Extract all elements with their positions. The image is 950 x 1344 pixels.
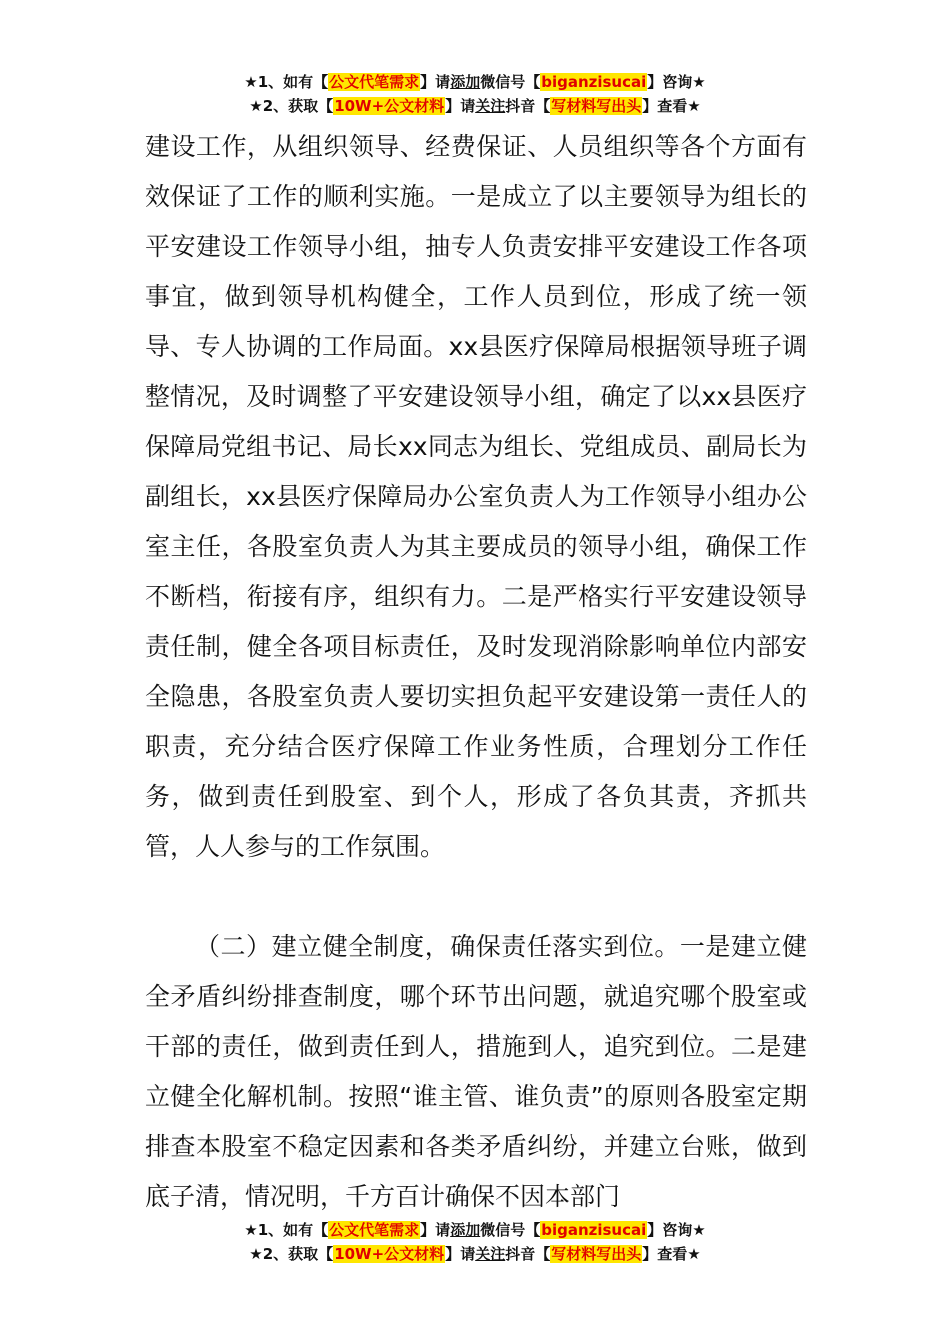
banner-line-1	[0, 70, 950, 94]
banner-underline: 关注	[475, 97, 506, 115]
banner-text: 】请	[445, 1245, 476, 1263]
banner-text: 】请	[420, 1221, 451, 1239]
banner-highlight: biganzisucai	[541, 1221, 647, 1239]
banner-text: ★2、获取【	[249, 1245, 334, 1263]
banner-text: 】请	[445, 97, 476, 115]
banner-highlight: 写材料写出头	[551, 1245, 642, 1263]
banner-underline: 添加	[450, 73, 481, 91]
footer-banner	[0, 1218, 950, 1266]
banner-text: ★2、获取【	[249, 97, 334, 115]
banner-highlight: biganzisucai	[541, 73, 647, 91]
banner-text: 微信号【	[480, 1221, 541, 1239]
banner-text: 抖音【	[505, 97, 551, 115]
banner-text: 】咨询★	[647, 73, 706, 91]
banner-highlight: 10W+公文材料	[334, 97, 445, 115]
banner-text: ★1、如有【	[244, 73, 329, 91]
banner-text: ★1、如有【	[244, 1221, 329, 1239]
banner-text: 抖音【	[505, 1245, 551, 1263]
document-body	[145, 122, 807, 1222]
banner-highlight: 10W+公文材料	[334, 1245, 445, 1263]
banner-line-1	[0, 1218, 950, 1242]
banner-text: 】查看★	[642, 1245, 701, 1263]
banner-text: 】查看★	[642, 97, 701, 115]
header-banner	[0, 70, 950, 118]
banner-text: 】请	[420, 73, 451, 91]
banner-text: 微信号【	[480, 73, 541, 91]
banner-highlight: 公文代笔需求	[329, 73, 420, 91]
banner-text: 】咨询★	[647, 1221, 706, 1239]
banner-highlight: 写材料写出头	[551, 97, 642, 115]
banner-highlight: 公文代笔需求	[329, 1221, 420, 1239]
banner-underline: 添加	[450, 1221, 481, 1239]
banner-line-2	[0, 1242, 950, 1266]
banner-line-2	[0, 94, 950, 118]
body-paragraph-2: （二）建立健全制度，确保责任落实到位。一是建立健全矛盾纠纷排查制度，哪个环节出问题，就追究哪个股室或干部的责任，做到责任到人，措施到人，追究到位。二是建立健全化解机制。按照“谁主管、谁负责”的原则各股室定期排查本股室不稳定因素和各类矛盾纠纷，并建立台账，做到底子清，情况明，千方百计确保不因本部门	[145, 932, 807, 1211]
body-paragraph-1: 建设工作，从组织领导、经费保证、人员组织等各个方面有效保证了工作的顺利实施。一是成立了以主要领导为组长的平安建设工作领导小组，抽专人负责安排平安建设工作各项事宜，做到领导机构健全，工作人员到位，形成了统一领导、专人协调的工作局面。xx县医疗保障局根据领导班子调整情况，及时调整了平安建设领导小组，确定了以xx县医疗保障局党组书记、局长xx同志为组长、党组成员、副局长为副组长，xx县医疗保障局办公室负责人为工作领导小组办公室主任，各股室负责人为其主要成员的领导小组，确保工作不断档，衔接有序，组织有力。二是严格实行平安建设领导责任制，健全各项目标责任，及时发现消除影响单位内部安全隐患，各股室负责人要切实担负起平安建设第一责任人的职责，充分结合医疗保障工作业务性质，合理划分工作任务，做到责任到股室、到个人，形成了各负其责，齐抓共管，人人参与的工作氛围。	[145, 132, 807, 861]
banner-underline: 关注	[475, 1245, 506, 1263]
